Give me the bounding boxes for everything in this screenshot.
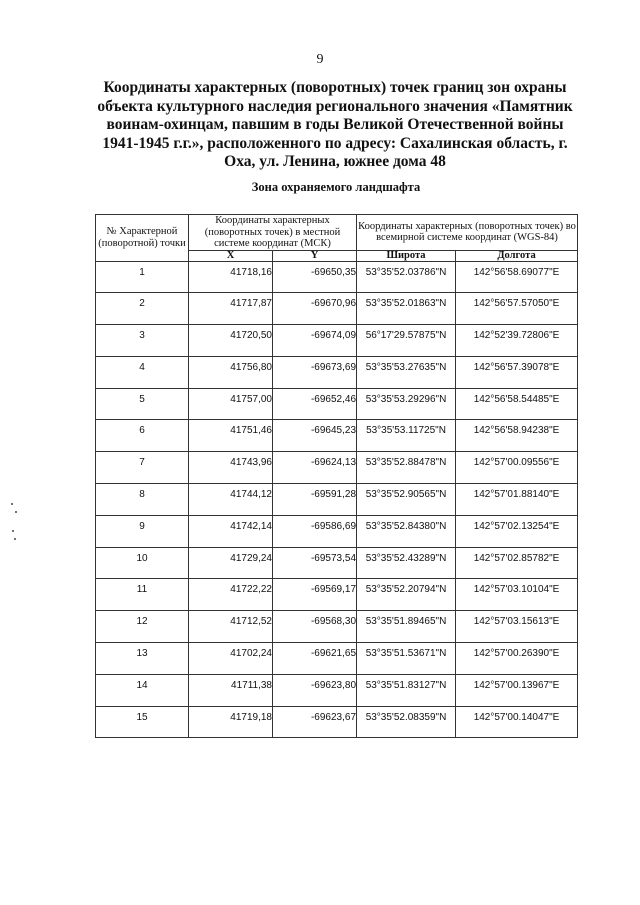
cell-point-number: 4 (96, 356, 189, 388)
header-point-number: № Характерной (поворотной) точки (96, 215, 189, 262)
cell-point-number: 6 (96, 420, 189, 452)
cell-latitude: 53°35'52.08359"N (357, 706, 456, 738)
header-longitude: Долгота (456, 250, 578, 261)
cell-longitude: 142°52'39.72806"E (456, 325, 578, 357)
cell-x: 41743,96 (189, 452, 273, 484)
scan-speck (12, 530, 14, 532)
cell-y: -69623,80 (273, 674, 357, 706)
cell-latitude: 53°35'52.84380"N (357, 515, 456, 547)
cell-x: 41756,80 (189, 356, 273, 388)
cell-longitude: 142°56'57.57050"E (456, 293, 578, 325)
table-row (96, 325, 578, 357)
cell-x: 41719,18 (189, 706, 273, 738)
cell-point-number: 11 (96, 579, 189, 611)
cell-y: -69569,17 (273, 579, 357, 611)
cell-y: -69670,96 (273, 293, 357, 325)
cell-y: -69645,23 (273, 420, 357, 452)
cell-longitude: 142°57'02.85782"E (456, 547, 578, 579)
cell-latitude: 53°35'52.01863"N (357, 293, 456, 325)
header-wgs-coordinates: Координаты характерных (поворотных точек) во всемирной системе координат (WGS-84) (357, 215, 578, 251)
cell-y: -69673,69 (273, 356, 357, 388)
cell-longitude: 142°56'57.39078"E (456, 356, 578, 388)
scan-speck (14, 538, 16, 540)
cell-latitude: 53°35'52.03786"N (357, 261, 456, 293)
cell-y: -69591,28 (273, 484, 357, 516)
cell-y: -69586,69 (273, 515, 357, 547)
cell-longitude: 142°57'03.10104"E (456, 579, 578, 611)
table-row (96, 420, 578, 452)
cell-latitude: 53°35'51.89465"N (357, 611, 456, 643)
document-title: Координаты характерных (поворотных) точек границ зон охраны объекта культурного наследия регионального значения «Памятник воинам-охинцам, павшим в годы Великой Отечественной войны 1941-1945 г.г.», расположенного по адресу: Сахалинская область, г. Оха, ул. Ленина, южнее дома 48 (97, 79, 573, 170)
cell-longitude: 142°57'02.13254"E (456, 515, 578, 547)
cell-longitude: 142°56'58.94238"E (456, 420, 578, 452)
zone-subtitle: Зона охраняемого ландшафта (251, 180, 421, 194)
cell-point-number: 14 (96, 674, 189, 706)
cell-x: 41742,14 (189, 515, 273, 547)
cell-y: -69650,35 (273, 261, 357, 293)
cell-point-number: 15 (96, 706, 189, 738)
cell-y: -69652,46 (273, 388, 357, 420)
cell-x: 41717,87 (189, 293, 273, 325)
cell-point-number: 10 (96, 547, 189, 579)
table-row (96, 388, 578, 420)
cell-longitude: 142°57'03.15613"E (456, 611, 578, 643)
cell-x: 41729,24 (189, 547, 273, 579)
table-row (96, 293, 578, 325)
cell-latitude: 53°35'52.20794"N (357, 579, 456, 611)
table-row (96, 611, 578, 643)
cell-longitude: 142°57'00.26390"E (456, 643, 578, 675)
cell-x: 41712,52 (189, 611, 273, 643)
page-number: 9 (316, 52, 324, 67)
cell-y: -69623,67 (273, 706, 357, 738)
cell-latitude: 56°17'29.57875"N (357, 325, 456, 357)
cell-point-number: 1 (96, 261, 189, 293)
cell-y: -69621,65 (273, 643, 357, 675)
cell-y: -69674,09 (273, 325, 357, 357)
cell-x: 41744,12 (189, 484, 273, 516)
cell-y: -69573,54 (273, 547, 357, 579)
cell-point-number: 3 (96, 325, 189, 357)
table-row (96, 515, 578, 547)
cell-x: 41718,16 (189, 261, 273, 293)
cell-latitude: 53°35'53.27635"N (357, 356, 456, 388)
cell-point-number: 9 (96, 515, 189, 547)
cell-longitude: 142°56'58.54485"E (456, 388, 578, 420)
cell-x: 41722,22 (189, 579, 273, 611)
cell-latitude: 53°35'53.29296"N (357, 388, 456, 420)
cell-x: 41720,50 (189, 325, 273, 357)
cell-latitude: 53°35'51.83127"N (357, 674, 456, 706)
cell-longitude: 142°57'00.14047"E (456, 706, 578, 738)
table-row (96, 674, 578, 706)
cell-latitude: 53°35'52.90565"N (357, 484, 456, 516)
cell-point-number: 8 (96, 484, 189, 516)
cell-point-number: 7 (96, 452, 189, 484)
cell-point-number: 12 (96, 611, 189, 643)
cell-y: -69624,13 (273, 452, 357, 484)
cell-point-number: 2 (96, 293, 189, 325)
cell-longitude: 142°57'01.88140"E (456, 484, 578, 516)
scan-speck (15, 511, 17, 513)
table-row (96, 643, 578, 675)
cell-point-number: 5 (96, 388, 189, 420)
scan-speck (11, 503, 13, 505)
cell-longitude: 142°57'00.09556"E (456, 452, 578, 484)
header-x: X (189, 250, 273, 261)
table-row (96, 547, 578, 579)
cell-latitude: 53°35'51.53671"N (357, 643, 456, 675)
cell-longitude: 142°57'00.13967"E (456, 674, 578, 706)
header-local-coordinates: Координаты характерных (поворотных точек) в местной системе координат (МСК) (189, 215, 357, 251)
table-row (96, 452, 578, 484)
cell-x: 41757,00 (189, 388, 273, 420)
table-row (96, 261, 578, 293)
header-y: Y (273, 250, 357, 261)
table-row (96, 484, 578, 516)
table-row (96, 706, 578, 738)
cell-latitude: 53°35'53.11725"N (357, 420, 456, 452)
cell-y: -69568,30 (273, 611, 357, 643)
cell-latitude: 53°35'52.43289"N (357, 547, 456, 579)
table-row (96, 579, 578, 611)
cell-x: 41751,46 (189, 420, 273, 452)
table-header-row (96, 215, 578, 251)
header-latitude: Широта (357, 250, 456, 261)
cell-longitude: 142°56'58.69077"E (456, 261, 578, 293)
table-row (96, 356, 578, 388)
cell-x: 41702,24 (189, 643, 273, 675)
coordinates-table (95, 214, 578, 738)
cell-x: 41711,38 (189, 674, 273, 706)
cell-point-number: 13 (96, 643, 189, 675)
cell-latitude: 53°35'52.88478"N (357, 452, 456, 484)
